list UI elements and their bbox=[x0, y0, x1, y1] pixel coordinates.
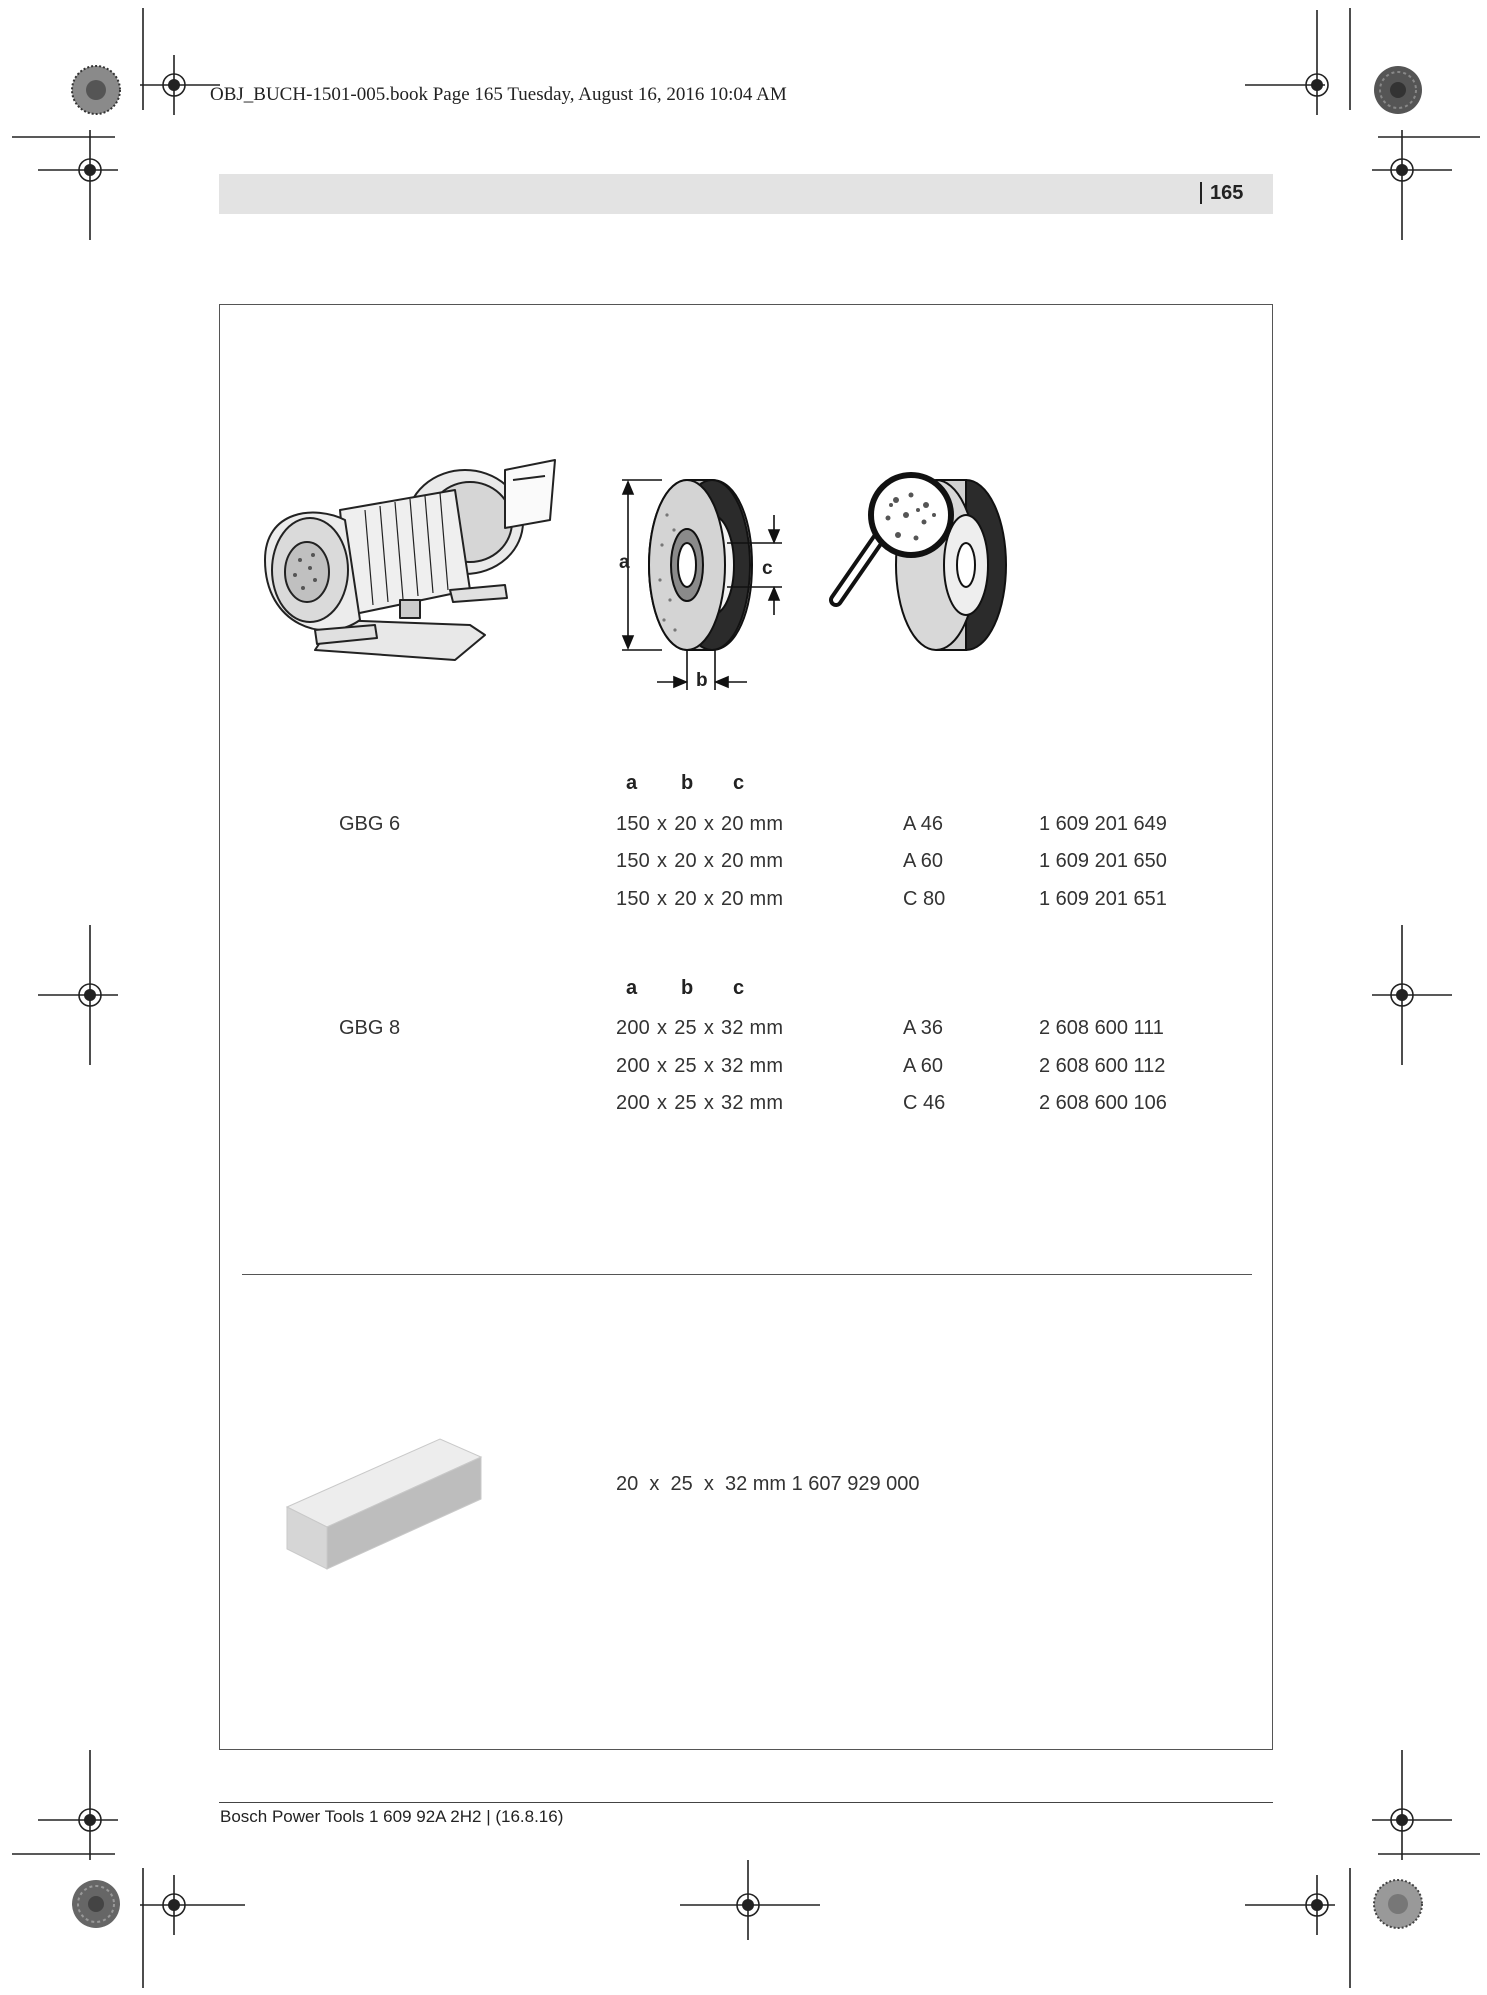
registration-mark-right-upper bbox=[1372, 130, 1452, 240]
print-target-bottom-left bbox=[70, 1878, 122, 1930]
registration-mark-right-lower bbox=[1372, 1750, 1452, 1860]
dim-b: 20 bbox=[674, 813, 697, 835]
dim-c: 32 bbox=[721, 1055, 744, 1077]
dim-a: 200 bbox=[616, 1055, 650, 1077]
diagram-label-a: a bbox=[619, 552, 630, 573]
registration-mark-left-middle bbox=[38, 925, 118, 1065]
diagram-label-c: c bbox=[762, 558, 773, 579]
gbg6-row-1-part: 1 609 201 649 bbox=[1039, 813, 1167, 835]
registration-mark-bottom-center bbox=[680, 1860, 820, 1940]
dim-unit: mm bbox=[749, 850, 784, 872]
footer-rule bbox=[219, 1802, 1273, 1803]
dim-a: 150 bbox=[616, 813, 650, 835]
dim-x: x bbox=[656, 1092, 668, 1114]
dim-c: 32 bbox=[721, 1017, 744, 1039]
registration-mark-bottom-right bbox=[1245, 1875, 1335, 1935]
gbg8-row-2-part: 2 608 600 112 bbox=[1039, 1055, 1166, 1077]
gbg6-row-1-dims bbox=[616, 812, 783, 836]
dim-x: x bbox=[703, 1017, 715, 1039]
gbg8-row-2-dims bbox=[616, 1054, 783, 1078]
gbg8-row-1-part: 2 608 600 111 bbox=[1039, 1017, 1164, 1039]
bench-grinder-illustration bbox=[255, 450, 560, 695]
gbg6-row-2-dims bbox=[616, 849, 783, 873]
gbg8-row-2-grit: A 60 bbox=[903, 1055, 944, 1077]
registration-mark-top-right bbox=[1245, 55, 1325, 115]
gbg8-header-a: a bbox=[626, 977, 638, 999]
dim-b: 20 bbox=[674, 888, 697, 910]
dressing-stone-illustration bbox=[285, 1435, 485, 1595]
dim-x: x bbox=[703, 1055, 715, 1077]
gbg6-header-b: b bbox=[681, 772, 694, 794]
gbg6-model: GBG 6 bbox=[339, 813, 401, 835]
dim-x: x bbox=[656, 850, 668, 872]
dim-a: 200 bbox=[616, 1017, 650, 1039]
dim-unit: mm bbox=[749, 888, 784, 910]
dim-a: 200 bbox=[616, 1092, 650, 1114]
page-number: 165 bbox=[1200, 182, 1243, 204]
gbg8-header-b: b bbox=[681, 977, 694, 999]
dim-unit: mm bbox=[749, 1055, 784, 1077]
gbg6-header-a: a bbox=[626, 772, 638, 794]
dim-x: x bbox=[656, 813, 668, 835]
dim-x: x bbox=[656, 888, 668, 910]
grinding-wheel-dimension-diagram bbox=[612, 470, 792, 700]
gbg6-row-2-grit: A 60 bbox=[903, 850, 944, 872]
dim-x: x bbox=[703, 813, 715, 835]
gbg8-model: GBG 8 bbox=[339, 1017, 401, 1039]
dim-x: x bbox=[656, 1017, 668, 1039]
dim-b: 25 bbox=[674, 1092, 697, 1114]
registration-mark-left-upper bbox=[38, 130, 118, 240]
gbg8-row-1-grit: A 36 bbox=[903, 1017, 944, 1039]
gbg8-header-c: c bbox=[733, 977, 745, 999]
diagram-label-b: b bbox=[696, 670, 708, 691]
dim-b: 25 bbox=[674, 1017, 697, 1039]
dim-x: x bbox=[703, 1092, 715, 1114]
dim-unit: mm bbox=[749, 1017, 784, 1039]
gbg6-row-1-grit: A 46 bbox=[903, 813, 944, 835]
gbg8-row-3-dims bbox=[616, 1091, 783, 1115]
registration-mark-bottom-left bbox=[140, 1875, 250, 1935]
gbg6-row-3-part: 1 609 201 651 bbox=[1039, 888, 1167, 910]
gbg6-row-3-grit: C 80 bbox=[903, 888, 946, 910]
dim-unit: mm bbox=[749, 813, 784, 835]
gbg6-header-c: c bbox=[733, 772, 745, 794]
print-target-top-right bbox=[1372, 64, 1424, 116]
gbg6-row-2-part: 1 609 201 650 bbox=[1039, 850, 1167, 872]
section-divider bbox=[242, 1274, 1252, 1275]
dim-c: 20 bbox=[721, 850, 744, 872]
dim-x: x bbox=[703, 888, 715, 910]
gbg8-row-3-grit: C 46 bbox=[903, 1092, 946, 1114]
book-header: OBJ_BUCH-1501-005.book Page 165 Tuesday, August 16, 2016 10:04 AM bbox=[210, 84, 787, 105]
dim-c: 32 bbox=[721, 1092, 744, 1114]
registration-mark-right-middle bbox=[1372, 925, 1452, 1065]
dim-unit: mm bbox=[749, 1092, 784, 1114]
gbg8-row-1-dims bbox=[616, 1016, 783, 1040]
gbg8-row-3-part: 2 608 600 106 bbox=[1039, 1092, 1167, 1114]
registration-mark-left-lower bbox=[38, 1750, 118, 1860]
dim-b: 20 bbox=[674, 850, 697, 872]
print-target-bottom-right bbox=[1372, 1878, 1424, 1930]
dim-a: 150 bbox=[616, 850, 650, 872]
gbg6-row-3-dims bbox=[616, 887, 783, 911]
dressing-stone-spec: 20 x 25 x 32 mm 1 607 929 000 bbox=[616, 1473, 920, 1495]
dim-x: x bbox=[703, 850, 715, 872]
dim-a: 150 bbox=[616, 888, 650, 910]
page-header-band bbox=[219, 174, 1273, 214]
grit-magnifier-illustration bbox=[826, 470, 1016, 660]
registration-mark-top-left bbox=[140, 55, 220, 115]
print-target-top-left bbox=[70, 64, 122, 116]
footer-text: Bosch Power Tools 1 609 92A 2H2 | (16.8.16) bbox=[220, 1807, 564, 1826]
dim-c: 20 bbox=[721, 813, 744, 835]
dim-c: 20 bbox=[721, 888, 744, 910]
dim-x: x bbox=[656, 1055, 668, 1077]
dim-b: 25 bbox=[674, 1055, 697, 1077]
